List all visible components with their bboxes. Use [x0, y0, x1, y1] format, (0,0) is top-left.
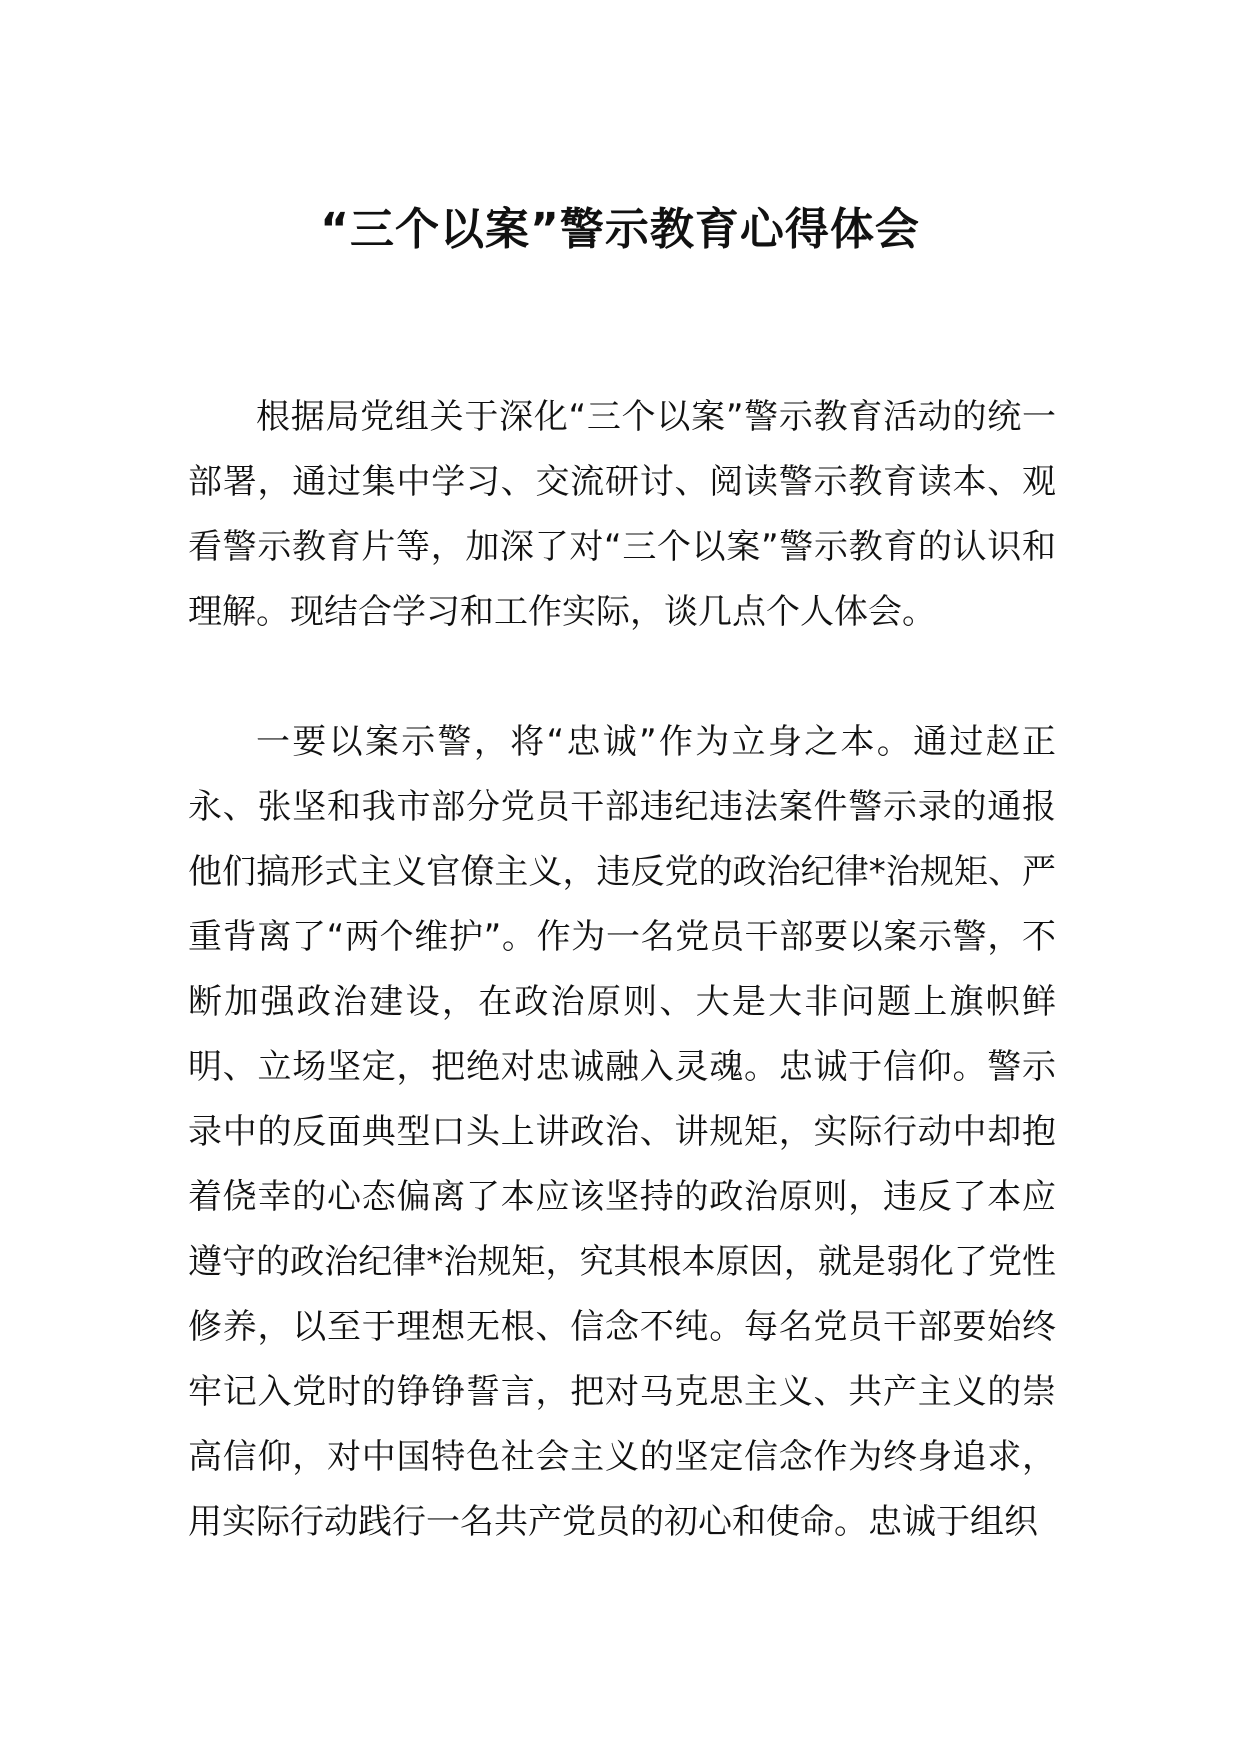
paragraph-loyalty: 一要以案示警，将“忠诚”作为立身之本。通过赵正永、张坚和我市部分党员干部违纪违法案件警示录的通报他们搞形式主义官僚主义，违反党的政治纪律*治规矩、严重背离了“两个维护”。作为一名党员干部要以案示警，不断加强政治建设，在政治原则、大是大非问题上旗帜鲜明、立场坚定，把绝对忠诚融入灵魂。忠诚于信仰。警示录中的反面典型口头上讲政治、讲规矩，实际行动中却抱着侥幸的心态偏离了本应该坚持的政治原则，违反了本应遵守的政治纪律*治规矩，究其根本原因，就是弱化了党性修养，以至于理想无根、信念不纯。每名党员干部要始终牢记入党时的铮铮誓言，把对马克思主义、共产主义的崇高信仰，对中国特色社会主义的坚定信念作为终身追求，用实际行动践行一名共产党员的初心和使命。忠诚于组织: [188, 722, 1056, 1542]
paragraph-intro: 根据局党组关于深化“三个以案”警示教育活动的统一部署，通过集中学习、交流研讨、阅读警示教育读本、观看警示教育片等，加深了对“三个以案”警示教育的认识和理解。现结合学习和工作实际，谈几点个人体会。: [188, 397, 1056, 632]
document-title: “三个以案”警示教育心得体会: [320, 204, 920, 255]
